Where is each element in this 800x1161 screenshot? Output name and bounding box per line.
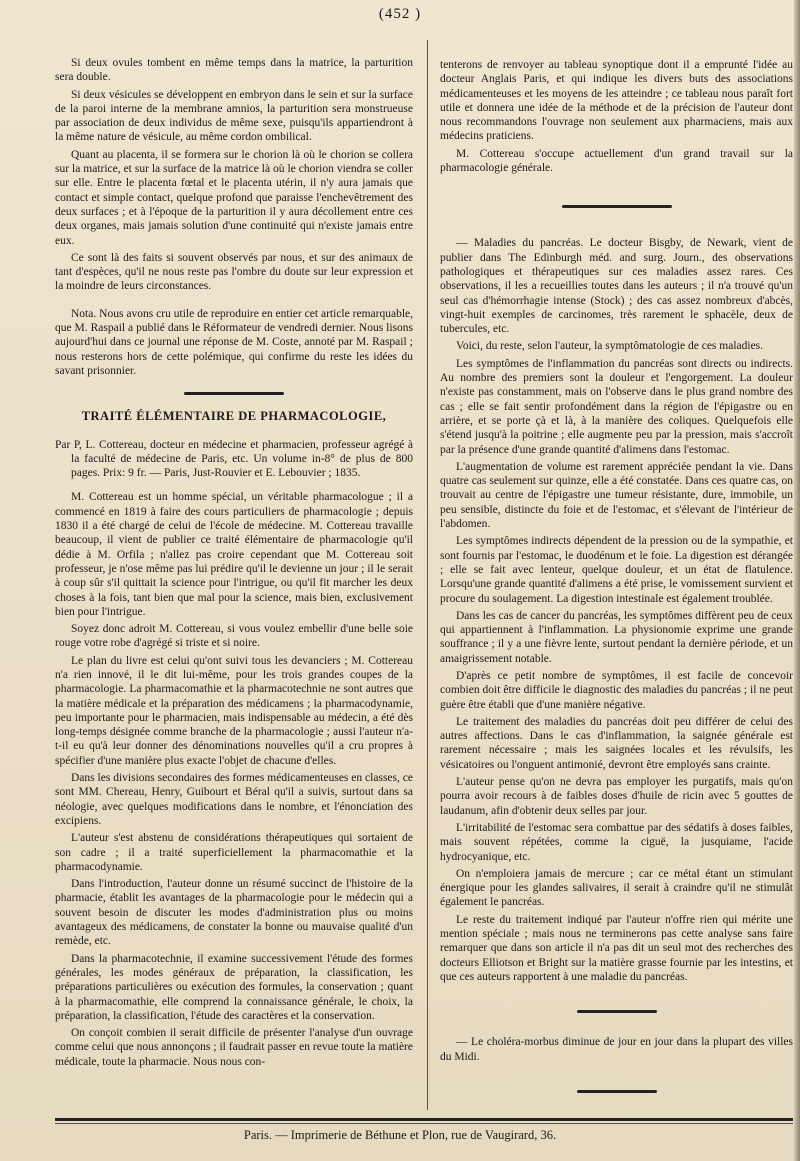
note-paragraph: Nota. Nous avons cru utile de reproduire en entier cet article remarquable, que M. Raspail a publié dans le Réformateur de vendredi dernier. Nous lisons aujourd'hui dans ce journal une réponse de M. Coste, annoté par M. Raspail ; nous resterons hors de cette polémique, qui confirme du reste les idées du savant prisonnier. [55,307,413,377]
paragraph: Dans l'introduction, l'auteur donne un résumé succinct de l'histoire de la pharmacie, établit les avantages de la pharmacologie pour le médecin qui a souvent besoin de discuter les modes d'administration plus ou moins avantageux des médicamens, de constater la bonne ou mauvaise qualité d'un remède, etc. [55,878,413,948]
paragraph: tenterons de renvoyer au tableau synoptique dont il a emprunté l'idée au docteur Anglais Paris, et qui indique les divers buts des associations médicamenteuses et les moyens de les atteindre ; ce tableau nous paraît fort utile et donnera une idée de la méthode et de la précision de l'auteur dont nous recommandons l'ouvrage non seulement aux pharmaciens, mais aux médecins praticiens. [440,59,793,143]
page-number: (452 ) [378,6,422,22]
paragraph: — Maladies du pancréas. Le docteur Bisgby, de Newark, vient de publier dans The Edinburgh méd. and surg. Journ., des observations pathologiques et thérapeutiques sur ces maladies assez rares. Ces observations, il les a recueillies toutes dans les auteurs ; il n'a trouvé qu'un seul cas d'hémorrhagie intense (Stock) ; des cas assez nombreux d'abcès, vingt-huit exemples de carcinomes, très rarement le sphacèle, deux de tubercules, etc. [440,237,793,336]
paragraph: L'auteur pense qu'on ne devra pas employer les purgatifs, mais qu'on pourra avoir recours à de faibles doses d'huile de ricin avec 5 gouttes de laudanum, afin d'obtenir deux selles par jour. [440,776,793,817]
footer-rule [55,1118,793,1121]
paragraph: M. Cottereau s'occupe actuellement d'un grand travail sur la pharmacologie générale. [440,147,793,175]
paragraph: On conçoit combien il serait difficile de présenter l'analyse d'un ouvrage comme celui que nous annonçons ; il faudrait passer en revue toute la matière médicale, toute la pharmacie. Nous nous con- [55,1027,413,1068]
paragraph: M. Cottereau est un homme spécial, un véritable pharmacologue ; il a commencé en 1819 à faire des cours particuliers de pharmacologie ; depuis 1830 il a été chargé de celui de l'école de médecine. M. Cottereau travaille beaucoup, il vient de publier ce traité élémentaire de pharmacologie qu'il dédie à M. Orfila ; n'allez pas croire cependant que M. Cottereau soit professeur, je n'ose même pas lui prédire qu'il le devienne un jour ; il le serait à coup sûr s'il quittait la science pour l'intrigue, ou qu'il fit marcher les deux choses à la fois, tant bien que mal pour la science, mais bien, exclusivement bien pour l'intrigue. [55,491,413,618]
paragraph: Si deux ovules tombent en même temps dans la matrice, la parturition sera double. [55,57,413,84]
article-byline: Par P, L. Cottereau, docteur en médecine et pharmacien, professeur agrégé à la faculté de médecine de Paris, etc. Un volume in-8° de plus de 800 pages. Prix: 9 fr. — Paris, Just-Rouvier et E. Lebouvier ; 1835. [55,438,413,480]
paragraph: Si deux vésicules se développent en embryon dans le sein et sur la surface de la paroi interne de la membrane amnios, la parturition sera monstrueuse par association de deux individus de même sexe, puisqu'ils appartiendront à la même nature de vésicule, au même cordon ombilical. [55,88,413,144]
paragraph: Le plan du livre est celui qu'ont suivi tous les devanciers ; M. Cottereau n'a rien innové, il le dit lui-même, pour les trois grandes coupes de la pharmacologie. La pharmacomathie et la pharmacotechnie ne sont autres que la matière médicale et la préparation des médicamens ; la pharmacodynamie, peu importante pour le pharmacien, mais indispensable au médecin, a été dès long-temps désignée comme branche de la pharmacologie ; aussi l'auteur n'a-t-il eu qu'à leur donner des dénominations nouvelles qu'il a cru propres à spécifier d'une manière plus exacte l'objet de chacune d'elles. [55,654,413,767]
footer-rule-thin [55,1123,793,1124]
printer-imprint: Paris. — Imprimerie de Béthune et Plon, rue de Vaugirard, 36. [243,1128,557,1142]
paragraph: Dans les cas de cancer du pancréas, les symptômes diffèrent peu de ceux qui appartiennent à l'inflammation. La physionomie exprime une grande souffrance ; il y a une fièvre lente, surtout pendant la dernière période, et un amaigrissement notable. [440,609,793,665]
paragraph: Les symptômes indirects dépendent de la pression ou de la sympathie, et sont fournis par l'estomac, le duodénum et le foie. La digestion est dérangée ; elle se fait avec lenteur, quelque douleur, et un état de flatulence. Lorsqu'une grande quantité d'alimens a été prise, le vomissement survient et procure du soulagement. La digestion intestinale est également troublée. [440,535,793,605]
column-divider [427,40,428,1110]
article-title: TRAITÉ ÉLÉMENTAIRE DE PHARMACOLOGIE, [81,409,387,424]
section-separator [577,1090,657,1093]
paragraph: Ce sont là des faits si souvent observés par nous, et sur des animaux de tant d'espèces, qu'il ne nous reste pas l'ombre du doute sur leur expression et la moindre de leurs circonstances. [55,251,413,293]
paragraph: Dans les divisions secondaires des formes médicamenteuses en classes, ce sont MM. Chereau, Henry, Guibourt et Béral qu'il a suivis, surtout dans sa néologie, avec quelques modifications dans le nombre, et l'énonciation des excipiens. [55,772,413,827]
section-separator [577,1010,657,1013]
paragraph: Voici, du reste, selon l'auteur, la symptômatologie de ces maladies. [456,340,764,353]
right-column [440,58,793,1108]
left-column [55,56,413,1106]
news-item: — Le choléra-morbus diminue de jour en jour dans la plupart des villes du Midi. [440,1036,793,1063]
section-separator [184,392,284,395]
paragraph: Le traitement des maladies du pancréas doit peu différer de celui des autres affections. Dans le cas d'inflammation, la saignée générale est rarement nécessaire ; mais les saignées locales et les révulsifs, les vésicatoires ou l'onguent antimonié, devront être employés sans crainte. [440,715,793,771]
paragraph: Les symptômes de l'inflammation du pancréas sont directs ou indirects. Au nombre des premiers sont la douleur et l'engorgement. La douleur n'existe pas constamment, mais on l'observe dans le plus grand nombre des cas ; elle se fait sentir profondément dans la région de l'épigastre ou en arrière, et se porte çà et là, à la manière des coliques. Quelquefois elle s'étend jusqu'à la poitrine ; elle augmente peu par la pression, mais s'accroît par la présence d'une grande quantité d'alimens dans l'estomac. [440,357,793,456]
paragraph: L'irritabilité de l'estomac sera combattue par des sédatifs à doses faibles, mais souvent répétées, comme la ciguë, la jusquiame, l'acide hydrocyanique, etc. [440,821,793,863]
section-separator [562,205,672,208]
spacer [55,297,413,307]
paragraph: D'après ce petit nombre de symptômes, il est facile de concevoir combien doit être difficile le diagnostic des maladies du pancréas ; il ne peut guère être établi que d'une manière négative. [440,669,793,711]
paragraph: L'auteur s'est abstenu de considérations thérapeutiques qui sortaient de son cadre ; il a traité superficiellement la pharmacomathie et la pharmacodynamie. [55,832,413,873]
paragraph: Quant au placenta, il se formera sur le chorion là où le chorion se collera sur la matrice, et sur la surface de la matrice là où le chorion viendra se coller sur elle. Entre le placenta fœtal et le placenta utérin, il n'y aura jamais que contact et simple contact, quelque profond que paraisse l'enchevêtrement des deux surfaces ; et à l'époque de la parturition il y aura décollement entre ces deux organes, mais jamais solution d'une continuité qui n'existe jamais entre eux. [55,148,413,247]
page-edge-shadow [794,0,800,1161]
paragraph: On n'emploiera jamais de mercure ; car ce métal étant un stimulant énergique pour les glandes salivaires, il serait à craindre qu'il ne stimulât également le pancréas. [440,867,793,909]
paragraph: Le reste du traitement indiqué par l'auteur n'offre rien qui mérite une mention spéciale ; mais nous ne terminerons pas cette analyse sans faire remarquer que dans son article il n'a pas dit un seul mot des recherches des docteurs Elliotson et Bright sur la matière grasse fournie par les intestins, et que ces auteurs rapportent à une maladie du pancréas. [440,913,793,983]
paragraph: Dans la pharmacotechnie, il examine successivement l'étude des formes générales, les modes généraux de préparation, la classification, les préparations particulières ou exécution des formules, la conservation ; quant à la pharmacomathie, elle comprend la connaissance générale, le choix, la préparation, la classification, l'étude des caractères et la conservation. [55,952,413,1022]
paragraph: L'augmentation de volume est rarement appréciée pendant la vie. Dans quatre cas seulement sur quinze, elle a été constatée. Dans ces quatre cas, on trouvait au centre de l'épigastre une tumeur résistante, dure, immobile, un peu sensible, distincte du foie et de l'estomac, et s'élevant de l'intérieur de l'abdomen. [440,460,793,531]
paragraph: Soyez donc adroit M. Cottereau, si vous voulez embellir d'une belle soie rouge votre robe d'agrégé si triste et si noire. [55,623,413,650]
